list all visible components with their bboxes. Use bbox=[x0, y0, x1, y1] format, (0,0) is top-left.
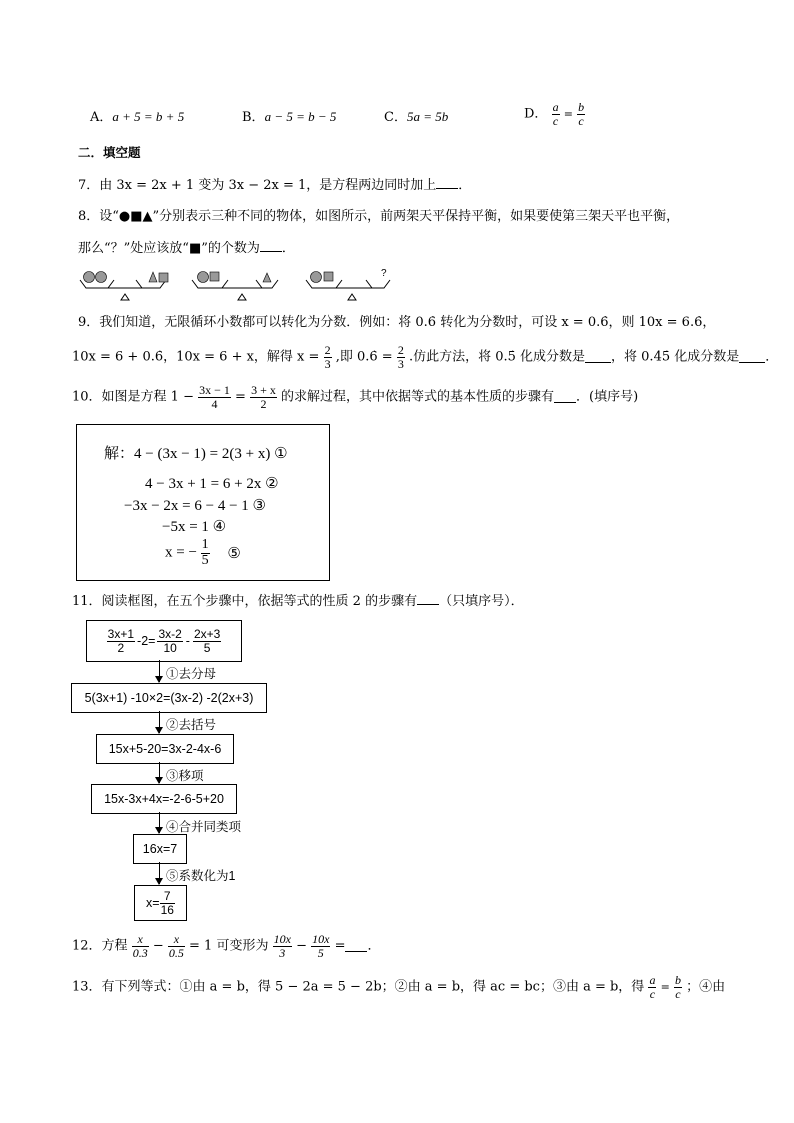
question-7 bbox=[78, 178, 471, 192]
flow-box-3: 15x+5-20=3x-2-4x-6 bbox=[96, 734, 234, 764]
option-d-frac-right: $\frac{b}{c}$ bbox=[578, 100, 585, 128]
q9-blank-1[interactable] bbox=[585, 352, 611, 363]
flow-arrow-1 bbox=[159, 660, 160, 682]
q11-text: 11．阅读框图，在五个步骤中，依据等式的性质 2 的步骤有 bbox=[72, 594, 418, 609]
q10-eq: = bbox=[235, 389, 246, 405]
flow-box-5: 16x=7 bbox=[133, 834, 187, 864]
q11-blank[interactable] bbox=[417, 594, 439, 605]
flow-arrow-5 bbox=[159, 862, 160, 884]
q11-end: （只填序号）． bbox=[439, 594, 524, 609]
flow-step-1-label: ①去分母 bbox=[166, 667, 217, 681]
q12-eq: = bbox=[334, 938, 346, 954]
flow-box-6 bbox=[134, 885, 187, 921]
flow-box-2: 5(3x+1) -10×2=(3x-2) -2(2x+3) bbox=[71, 683, 267, 713]
flow-box-6-lhs: x= bbox=[146, 896, 160, 910]
flow-box-1-mid: -2= bbox=[137, 634, 156, 648]
q12-fraction-4: $\frac{10x}{5}$ bbox=[312, 932, 330, 960]
flow-arrow-3 bbox=[159, 762, 160, 783]
q7-text: 7．由 3x = 2x + 1 变为 3x − 2x = 1，是方程两边同时加上 bbox=[78, 178, 437, 193]
scale-1-right-objects bbox=[149, 272, 168, 282]
q12-text-a: 12．方程 bbox=[72, 938, 128, 954]
scale-3-question-mark: ? bbox=[381, 268, 387, 279]
q10-text-a: 10．如图是方程 1 − bbox=[72, 389, 194, 405]
q13-fraction-1: $\frac{a}{c}$ bbox=[649, 973, 656, 1001]
flow-box-1-fraction-3: $\frac{2x+3}{5}$ bbox=[193, 626, 221, 655]
solution-line-1: 解：4 − (3x − 1) = 2(3 + x) ① bbox=[104, 446, 288, 462]
solution-line-5-mark: ⑤ bbox=[227, 545, 241, 562]
solution-line-3: −3x − 2x = 6 − 4 − 1 ③ bbox=[124, 498, 266, 514]
option-c-expr: 5a = 5b bbox=[406, 109, 449, 124]
q12-fraction-2: $\frac{x}{0.5}$ bbox=[168, 932, 184, 960]
q9-fraction-2: $\frac{2}{3}$ bbox=[397, 343, 404, 371]
option-c bbox=[384, 110, 448, 124]
option-d-frac-left: $\frac{a}{c}$ bbox=[552, 100, 559, 128]
scale-3 bbox=[306, 280, 390, 300]
q10-fraction-2: $\frac{3 + x}{2}$ bbox=[251, 383, 276, 411]
scale-1 bbox=[80, 280, 166, 300]
q8-blank[interactable] bbox=[260, 241, 282, 252]
option-c-label: C． bbox=[384, 110, 407, 125]
question-13 bbox=[72, 974, 725, 1000]
q12-fraction-1: $\frac{x}{0.3}$ bbox=[132, 932, 148, 960]
question-9-line1: 9．我们知道，无限循环小数都可以转化为分数．例如：将 0.6̇ 转化为分数时，可设 x = 0.6̇，则 10x = 6.6̇， bbox=[78, 315, 716, 330]
balance-scales-figure bbox=[76, 266, 396, 302]
option-a-label: A． bbox=[90, 110, 113, 125]
question-10 bbox=[72, 384, 638, 410]
q12-blank[interactable] bbox=[345, 941, 367, 952]
q13-eq: = bbox=[660, 980, 670, 994]
q12-fraction-3: $\frac{10x}{3}$ bbox=[273, 932, 291, 960]
q13-text-a: 13．有下列等式：①由 a = b，得 5 − 2a = 5 − 2b；②由 a = b，得 ac = bc；③由 a = b，得 bbox=[72, 979, 645, 995]
question-8-line2 bbox=[78, 241, 295, 255]
flow-box-1-fraction-1: $\frac{3x+1}{2}$ bbox=[107, 626, 135, 655]
scale-2-right-objects bbox=[263, 273, 271, 282]
option-b-label: B． bbox=[242, 110, 265, 125]
solution-line-5-fraction: $\frac{1}{5}$ bbox=[201, 537, 209, 568]
q9-text-c: .仿此方法，将 0.5̇ 化成分数是 bbox=[408, 349, 586, 365]
q7-end: ． bbox=[458, 178, 472, 193]
q9-blank-2[interactable] bbox=[739, 352, 765, 363]
solution-line-5-lhs: x = − bbox=[165, 544, 197, 561]
option-d-eq: = bbox=[563, 107, 573, 121]
q7-blank[interactable] bbox=[436, 178, 458, 189]
option-a-expr: a + 5 = b + 5 bbox=[112, 109, 185, 124]
scale-1-left-objects bbox=[84, 272, 107, 283]
q9-text-b: ,即 0.6̇ = bbox=[335, 349, 393, 365]
solution-line-4: −5x = 1 ④ bbox=[162, 519, 227, 535]
q12-minus: − bbox=[152, 938, 164, 954]
q13-text-b: ；④由 bbox=[686, 979, 726, 995]
q12-text-b: = 1 可变形为 bbox=[189, 938, 269, 954]
flow-step-3-label: ③移项 bbox=[166, 769, 204, 783]
flow-step-5-label: ⑤系数化为1 bbox=[166, 869, 236, 883]
solution-line-2: 4 − 3x + 1 = 6 + 2x ② bbox=[145, 476, 279, 492]
flow-box-1-minus: - bbox=[185, 634, 190, 648]
option-b-expr: a − 5 = b − 5 bbox=[264, 109, 337, 124]
scale-2-left-objects bbox=[198, 272, 220, 283]
q9-fraction-1: $\frac{2}{3}$ bbox=[324, 343, 331, 371]
flow-arrow-4 bbox=[159, 812, 160, 833]
solution-line-5 bbox=[165, 538, 241, 568]
option-a bbox=[90, 110, 184, 124]
question-12 bbox=[72, 933, 381, 959]
scale-3-left-objects bbox=[311, 272, 334, 283]
q10-text-c: ．(填序号) bbox=[576, 389, 639, 405]
section-title: 二．填空题 bbox=[78, 145, 141, 160]
option-d-label: D． bbox=[524, 106, 548, 122]
q10-text-b: 的求解过程，其中依据等式的基本性质的步骤有 bbox=[281, 389, 555, 405]
option-b bbox=[242, 110, 336, 124]
q9-end: ． bbox=[765, 349, 779, 365]
flow-box-1-fraction-2: $\frac{3x-2}{10}$ bbox=[158, 626, 182, 655]
q10-blank[interactable] bbox=[554, 392, 576, 403]
scale-2 bbox=[192, 280, 278, 300]
q12-minus-2: − bbox=[296, 938, 307, 954]
question-8-line1: 8．设“●■▲”分别表示三种不同的物体，如图所示，前两架天平保持平衡，如果要使第三架天平也平衡， bbox=[78, 209, 680, 224]
q9-text-d: ，将 0.4̇5̇ 化成分数是 bbox=[611, 349, 740, 365]
flow-box-1 bbox=[86, 620, 242, 662]
q12-end: ． bbox=[367, 938, 381, 954]
q8-end: ． bbox=[281, 241, 295, 256]
option-d bbox=[524, 101, 585, 127]
flow-box-4: 15x-3x+4x=-2-6-5+20 bbox=[91, 784, 237, 814]
question-9-line2 bbox=[72, 344, 778, 370]
q10-fraction-1: $\frac{3x - 1}{4}$ bbox=[199, 383, 230, 411]
flow-arrow-2 bbox=[159, 711, 160, 733]
flow-step-2-label: ②去括号 bbox=[166, 718, 217, 732]
question-11 bbox=[72, 594, 524, 608]
q9-text-a: 10x = 6 + 0.6̇，10x = 6 + x，解得 x = bbox=[72, 349, 320, 365]
q8-text: 那么“？”处应该放“■”的个数为 bbox=[78, 241, 260, 256]
q13-fraction-2: $\frac{b}{c}$ bbox=[674, 973, 681, 1001]
flow-box-6-fraction: $\frac{7}{16}$ bbox=[160, 888, 174, 917]
flow-step-4-label: ④合并同类项 bbox=[166, 820, 242, 834]
